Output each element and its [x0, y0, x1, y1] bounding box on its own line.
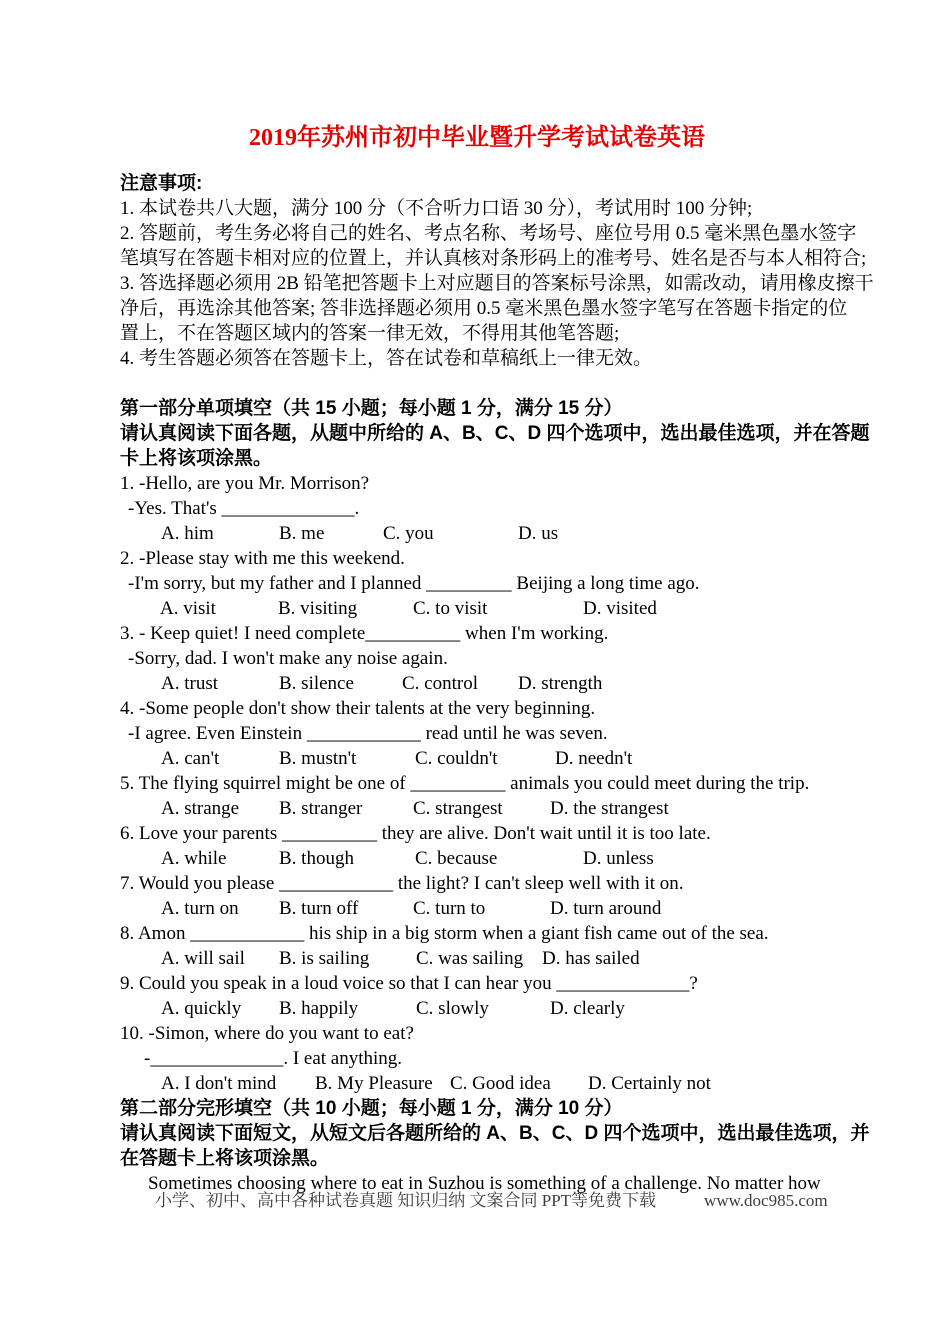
question-line: -Sorry, dad. I won't make any noise again. [128, 648, 448, 669]
option-B: B. My Pleasure [315, 1073, 433, 1094]
option-A: A. I don't mind [161, 1073, 277, 1094]
options-row [120, 671, 834, 696]
question-line: 8. Amon ____________ his ship in a big storm when a giant fish came out of the sea. [120, 923, 769, 944]
option-B: B. visiting [278, 598, 358, 619]
option-C: C. turn to [413, 898, 486, 919]
part2-instruction-line: 在答题卡上将该项涂黑。 [120, 1148, 330, 1169]
blank-line [120, 371, 834, 396]
question-line: 6. Love your parents __________ they are alive. Don't wait until it is too late. [120, 823, 711, 844]
option-B: B. me [279, 523, 325, 544]
question-2 [120, 546, 834, 621]
option-C: C. strangest [413, 798, 503, 819]
option-C: C. slowly [416, 998, 489, 1019]
option-A: A. can't [161, 748, 220, 769]
question-line: 4. -Some people don't show their talents at the very beginning. [120, 698, 596, 719]
options-row [120, 746, 834, 771]
option-D: D. turn around [550, 898, 662, 919]
option-A: A. while [161, 848, 227, 869]
option-D: D. visited [583, 598, 657, 619]
footer-text: 小学、初中、高中各种试卷真题 知识归纳 文案合同 PPT等免费下载 [155, 1191, 657, 1210]
question-list [120, 471, 834, 1096]
option-C: C. you [383, 523, 434, 544]
option-B: B. happily [279, 998, 359, 1019]
question-6 [120, 821, 834, 871]
notice-line: 4. 考生答题必须答在答题卡上，答在试卷和草稿纸上一律无效。 [120, 348, 653, 369]
question-line: -______________. I eat anything. [144, 1048, 403, 1069]
question-line: 7. Would you please ____________ the light? I can't sleep well with it on. [120, 873, 684, 894]
question-line: 9. Could you speak in a loud voice so that I can hear you ______________? [120, 973, 698, 994]
option-C: C. Good idea [450, 1073, 551, 1094]
question-8 [120, 921, 834, 971]
question-line: 1. -Hello, are you Mr. Morrison? [120, 473, 370, 494]
option-B: B. is sailing [279, 948, 370, 969]
question-9 [120, 971, 834, 1021]
footer-url: www.doc985.com [704, 1191, 828, 1210]
notice-line: 1. 本试卷共八大题，满分 100 分（不合听力口语 30 分），考试用时 100 分钟; [120, 198, 753, 219]
options-row [120, 896, 834, 921]
options-row [120, 996, 834, 1021]
option-A: A. him [161, 523, 214, 544]
question-10 [120, 1021, 834, 1096]
options-row [120, 796, 834, 821]
option-C: C. control [402, 673, 478, 694]
question-4 [120, 696, 834, 771]
notice-line: 2. 答题前，考生务必将自己的姓名、考点名称、考场号、座位号用 0.5 毫米黑色墨水签字 [120, 223, 857, 244]
part2-heading: 第二部分完形填空（共 10 小题；每小题 1 分，满分 10 分） [120, 1098, 623, 1119]
question-line: 3. - Keep quiet! I need complete__________ when I'm working. [120, 623, 609, 644]
option-B: B. mustn't [279, 748, 357, 769]
question-line: -I agree. Even Einstein ____________ read until he was seven. [128, 723, 608, 744]
notice-heading: 注意事项: [120, 173, 203, 194]
question-1 [120, 471, 834, 546]
question-3 [120, 621, 834, 696]
option-D: D. unless [583, 848, 654, 869]
question-line: -I'm sorry, but my father and I planned _________ Beijing a long time ago. [128, 573, 700, 594]
option-D: D. us [518, 523, 559, 544]
page-title: 2019年苏州市初中毕业暨升学考试试卷英语 [249, 125, 705, 151]
option-A: A. visit [160, 598, 216, 619]
option-D: D. strength [518, 673, 603, 694]
exam-document [120, 0, 874, 1196]
question-7 [120, 871, 834, 921]
option-D: D. needn't [555, 748, 633, 769]
options-row [120, 521, 834, 546]
part1-heading: 第一部分单项填空（共 15 小题；每小题 1 分，满分 15 分） [120, 398, 623, 419]
part1-instruction-line: 请认真阅读下面各题，从题中所给的 A、B、C、D 四个选项中，选出最佳选项，并在答题 [120, 423, 870, 444]
question-line: 5. The flying squirrel might be one of __________ animals you could meet during the trip. [120, 773, 810, 794]
option-D: D. has sailed [542, 948, 640, 969]
notice-line: 笔填写在答题卡相对应的位置上，并认真核对条形码上的准考号、姓名是否与本人相符合; [120, 248, 867, 269]
part1-instruction-line: 卡上将该项涂黑。 [120, 448, 273, 469]
footer [155, 1190, 828, 1212]
option-A: A. will sail [161, 948, 245, 969]
option-B: B. turn off [279, 898, 359, 919]
passage-line: Sometimes choosing where to eat in Suzhou is something of a challenge. No matter how [148, 1173, 821, 1194]
option-C: C. couldn't [415, 748, 498, 769]
question-line: -Yes. That's ______________. [128, 498, 360, 519]
option-D: D. Certainly not [588, 1073, 711, 1094]
option-C: C. because [415, 848, 498, 869]
option-D: D. the strangest [550, 798, 669, 819]
notice-line: 置上，不在答题区域内的答案一律无效，不得用其他笔答题; [120, 323, 620, 344]
option-A: A. trust [161, 673, 218, 694]
option-B: B. stranger [279, 798, 363, 819]
options-row [120, 946, 834, 971]
option-C: C. was sailing [416, 948, 524, 969]
question-5 [120, 771, 834, 821]
notice-line: 3. 答选择题必须用 2B 铅笔把答题卡上对应题目的答案标号涂黑，如需改动，请用橡皮擦干 [120, 273, 874, 294]
part2-instructions [120, 1121, 870, 1171]
option-D: D. clearly [550, 998, 625, 1019]
notice-line: 净后，再选涂其他答案; 答非选择题必须用 0.5 毫米黑色墨水签字笔写在答题卡指定的位 [120, 298, 848, 319]
part2-instruction-line: 请认真阅读下面短文，从短文后各题所给的 A、B、C、D 四个选项中，选出最佳选项，并 [120, 1123, 870, 1144]
options-row [120, 1071, 834, 1096]
options-row [120, 596, 834, 621]
option-A: A. quickly [161, 998, 242, 1019]
question-line: 10. -Simon, where do you want to eat? [120, 1023, 414, 1044]
notice-list [120, 196, 874, 371]
option-A: A. strange [161, 798, 240, 819]
question-line: 2. -Please stay with me this weekend. [120, 548, 405, 569]
option-B: B. though [279, 848, 354, 869]
option-A: A. turn on [161, 898, 239, 919]
options-row [120, 846, 834, 871]
option-C: C. to visit [413, 598, 488, 619]
option-B: B. silence [279, 673, 354, 694]
part1-instructions [120, 421, 870, 471]
